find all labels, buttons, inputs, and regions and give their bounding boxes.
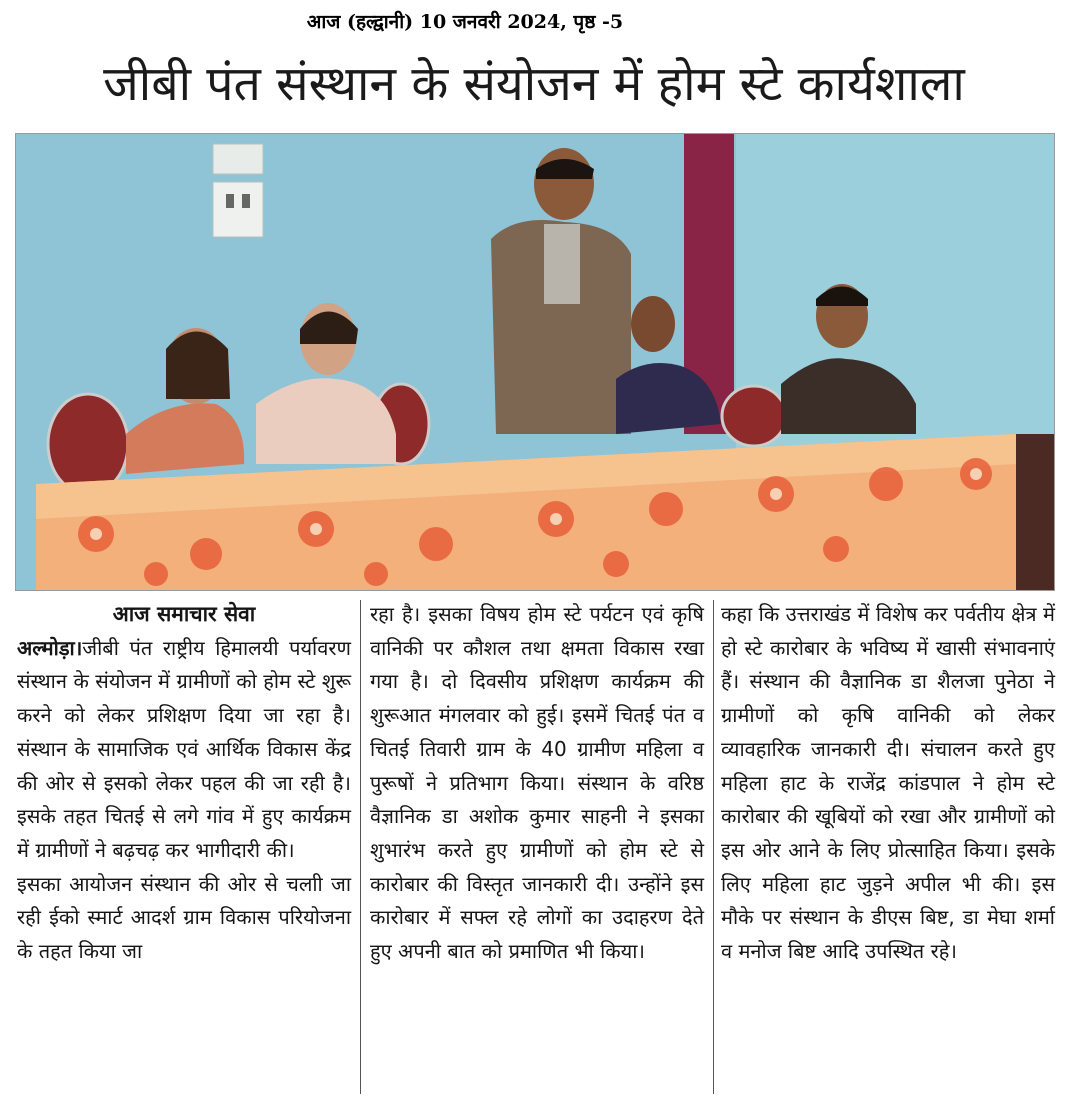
article-paragraph-text: जीबी पंत राष्ट्रीय हिमालयी पर्यावरण संस्थान के संयोजन में ग्रामीणों को होम स्टे शुरू करने को लेकर प्रशिक्षण दिया जा रहा है। संस्थान के सामाजिक एवं आर्थिक विकास केंद्र की ओर से इसको लेकर पहल की जा रही है। इसके तहत चितई से लगे गांव में हुए कार्यक्रम में ग्रामीणों ने बढ़चढ़ कर भागीदारी की। bbox=[17, 635, 351, 862]
headline: जीबी पंत संस्थान के संयोजन में होम स्टे कार्यशाला bbox=[103, 56, 965, 112]
place-name: अल्मोड़ा। bbox=[17, 635, 83, 660]
article-body bbox=[15, 598, 1055, 1098]
article-column-1 bbox=[17, 598, 351, 1098]
dateline: आज (हल्द्वानी) 10 जनवरी 2024, पृष्ठ -5 bbox=[306, 11, 624, 33]
article-paragraph: कहा कि उत्तराखंड में विशेष कर पर्वतीय क्षेत्र में हो स्टे कारोबार के भविष्य में खासी संभावनाएं हैं। संस्थान की वैज्ञानिक डा शैलजा पुनेठा ने ग्रामीणों को कृषि वानिकी को लेकर व्यावहारिक जानकारी दी। संचालन करते हुए महिला हाट के राजेंद्र कांडपाल ने होम स्टे कारोबार की खूबियों को रखा और ग्रामीणों को इस ओर आने के लिए प्रोत्साहित किया। इसके लिए महिला हाट जुड़ने अपील भी की। इस मौके पर संस्थान के डीएस बिष्ट, डा मेघा शर्मा व मनोज बिष्ट आदि उपस्थित रहे। bbox=[721, 602, 1055, 964]
byline: आज समाचार सेवा bbox=[112, 602, 256, 626]
article-column-3 bbox=[721, 598, 1055, 1098]
news-photo bbox=[15, 133, 1055, 591]
article-paragraph: इसका आयोजन संस्थान की ओर से चलाी जा रही ईको स्मार्ट आदर्श ग्राम विकास परियोजना के तहत किया जा bbox=[17, 871, 351, 964]
article-paragraph: रहा है। इसका विषय होम स्टे पर्यटन एवं कृषि वानिकी पर कौशल तथा क्षमता विकास रखा गया है। दो दिवसीय प्रशिक्षण कार्यक्रम की शुरूआत मंगलवार को हुई। इसमें चितई पंत व चितई तिवारी ग्राम के 40 ग्रामीण महिला व पुरूषों ने प्रतिभाग किया। संस्थान के वरिष्ठ वैज्ञानिक डा अशोक कुमार साहनी ने इसका शुभारंभ करते हुए ग्रामीणों को होम स्टे से कारोबार की विस्तृत जानकारी दी। उन्होंने इस कारोबार में सफ्ल रहे लोगों का उदाहरण देते हुए अपनी बात को प्रमाणित भी किया। bbox=[370, 602, 704, 964]
photo-illustration bbox=[16, 134, 1054, 590]
article-paragraph bbox=[17, 632, 351, 868]
article-column-2 bbox=[370, 598, 704, 1098]
